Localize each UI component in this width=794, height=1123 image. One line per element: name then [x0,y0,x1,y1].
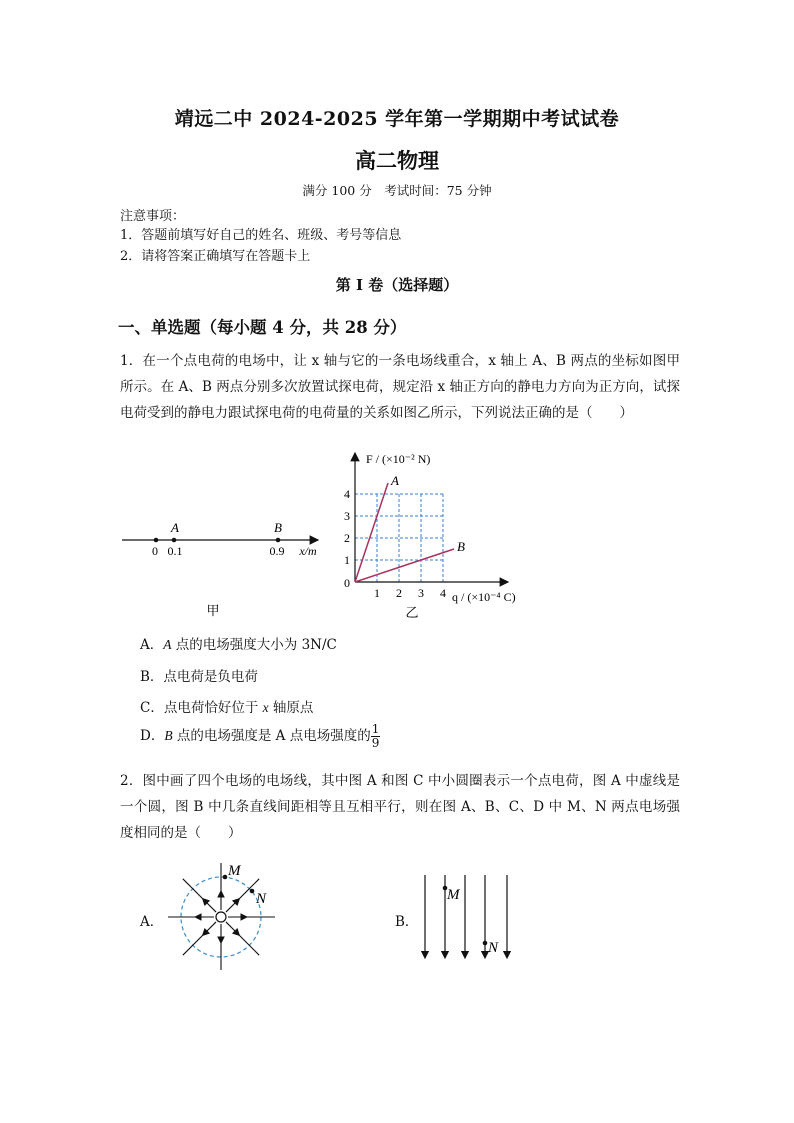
point-n-label: N [488,940,499,956]
radial-field-line [226,922,239,935]
option-d[interactable] [140,723,380,750]
exam-meta: 满分 100 分 考试时间：75 分钟 [302,183,492,198]
chart-origin-label: 0 [344,576,350,590]
notes-item: 2．请将答案正确填写在答题卡上 [120,249,311,264]
option-key: B． [140,669,164,685]
point-n-dot [483,941,488,946]
question-1-text: 1．在一个点电荷的电场中，让 x 轴与它的一条电场线重合，x 轴上 A、B 两点的坐标如图甲所示。在 A、B 两点分别多次放置试探电荷，规定沿 x 轴正方向的静电力方向为正方向，试探电荷受到的静电力跟试探电荷的电荷量的关系如图乙所示，下列说法正确的是（ ） [120,353,680,421]
series-label-b: B [457,539,465,554]
option-text: 轴原点 [268,700,314,716]
point-charge-circle [216,912,226,922]
y-tick-label: 1 [344,553,350,567]
radial-field-line [203,922,216,935]
exam-title: 靖远二中 2024-2025 学年第一学期期中考试试卷 [174,108,620,130]
x-tick-label: 2 [396,586,402,600]
coord-0: 0 [152,544,158,558]
point-m-label: M [447,887,460,903]
y-tick-label: 3 [344,509,350,523]
option-text: 点电荷恰好位于 [163,700,263,716]
radial-field-line [183,935,203,955]
coord-a: 0.1 [167,544,183,558]
radial-field-line [203,899,216,912]
q2-figure-a [168,860,283,970]
q2-option-a-label[interactable]: A． [140,914,164,930]
q2-option-b-label[interactable]: B． [395,914,419,930]
figure-yi-chart [330,445,540,625]
notes-heading: 注意事项： [120,209,186,224]
series-line-a [355,483,388,582]
option-a[interactable] [140,633,337,653]
fraction-numerator: 1 [371,722,380,736]
question-2-text: 2．图中画了四个电场的电场线，其中图 A 和图 C 中小圆圈表示一个点电荷，图 A 中虚线是一个圆，图 B 中几条直线间距相等且互相平行，则在图 A、B、C、D 中 M、N 两点电场强度相同的是（ ） [120,773,680,841]
radial-field-line [183,879,203,899]
option-text: 点的电场强度大小为 3N/C [171,637,337,653]
option-key: C． [140,700,164,716]
option-text: 点电荷是负电荷 [163,669,258,685]
point-n-label: N [256,891,267,907]
exam-subject: 高二物理 [355,148,439,173]
section-title: 第 I 卷（选择题） [335,276,459,294]
point-a-label: A [171,520,179,535]
figure-jia [118,515,328,625]
figure-yi-caption: 乙 [405,605,419,620]
series-line-b [355,549,454,582]
option-var: A [163,637,172,652]
radial-field-line [239,935,259,955]
part-heading: 一、单选题（每小题 4 分，共 28 分） [118,318,407,337]
x-tick-label: 3 [418,586,424,600]
point-n-dot [250,889,255,894]
series-label-a: A [391,473,399,488]
option-text: 点的电场强度是 A 点电场强度的 [172,728,371,744]
notes-item: 1．答题前填写好自己的姓名、班级、考号等信息 [120,228,402,243]
origin-dot [154,538,159,543]
option-b[interactable] [140,665,258,685]
option-key: A． [140,637,164,653]
point-m-dot [223,875,228,880]
figure-jia-caption: 甲 [206,603,220,618]
chart-grid [355,494,443,582]
y-tick-label: 4 [344,487,350,501]
x-tick-label: 4 [440,586,446,600]
option-var: B [164,728,173,743]
x-axis-label: x/m [299,544,317,558]
point-m-label: M [228,863,241,879]
coord-b: 0.9 [269,544,285,558]
x-tick-label: 1 [374,586,380,600]
q2-figure-b [415,870,525,970]
fraction-denominator: 9 [371,736,380,750]
chart-xlabel: q / (×10⁻⁴ C) [452,590,516,604]
point-a-dot [172,538,177,543]
y-tick-label: 2 [344,531,350,545]
option-key: D． [140,728,165,744]
chart-ylabel: F / (×10⁻² N) [366,452,431,466]
option-c[interactable] [140,696,313,716]
radial-field-line [226,899,239,912]
fraction [371,723,381,750]
option-var: x [262,700,269,715]
point-b-label: B [274,520,282,535]
point-b-dot [276,538,281,543]
